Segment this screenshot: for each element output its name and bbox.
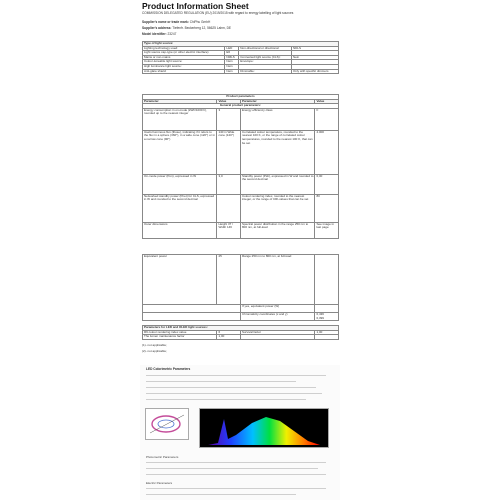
table-row: If yes, equivalent power (W) — [143, 305, 339, 313]
table-row: Light source cap-type (or other electric interface) E6 — [143, 51, 339, 56]
table-row: R9 colour rendering index value 6 Survival factor 1,00 — [143, 330, 339, 335]
lab-report-title: LED Colorimetric Parameters — [146, 367, 191, 371]
supplier-address: Supplier's address: Tiefenfr. Beckerberg 12, 56625 Lahm, DE — [142, 26, 232, 30]
table-row: Energy consumption in on-mode (kWh/1000 h), rounded up to the nearest integer 3 Energy efficiency class F — [143, 108, 339, 130]
table-row: Mains or non-mains NMLS Connected light source (CLS): Nein — [143, 55, 339, 60]
light-source-type-table — [142, 41, 339, 74]
table-row: The lumen maintenance factor 1,00 — [143, 335, 339, 340]
product-parameters-heading: Product parameters — [143, 95, 339, 100]
table-row: Equivalent power 25 Range 250 nm to 800 nm, at full-load — [143, 255, 339, 305]
led-parameters-table: Parameters for LED and OLED light sources: R9 colour rendering index value 6 Survival factor 1,00 The lumen maintenance factor 1,00 — [142, 325, 339, 340]
model-identifier: Model identifier: 23247 — [142, 32, 177, 36]
table-row: High luminance light source: Nein — [143, 64, 339, 69]
light-source-type-heading: Type of light source: — [143, 42, 339, 47]
footnote-1: (1)- not applicable; — [142, 343, 167, 347]
table-row: Anti-glare shield: Nein Dimmable: Only with specific dimmers — [143, 69, 339, 74]
table-row: Useful luminous flux (Φuse), indicating if it refers to the flux in a sphere (360°), in a wide cone (120°) or in a narrow cone (90°) 140 in Wide cone (120°) Correlated colour temperature, rounded to the nearest 100 K, or the range of correlated colour temperatures, rounded to the nearest 100 K, that can be set 4.000 — [143, 130, 339, 174]
footnote-2: (2)- not applicable; — [142, 349, 167, 353]
electric-title: Electric Parameters — [146, 481, 173, 485]
cie-diagram — [145, 408, 189, 440]
photometric-title: Photometric Parameters — [146, 455, 179, 459]
table-row: Networked standby power (Pnet) for CLS, expressed in W and rounded to the second decimal Colour rendering index, rounded to the nearest integer, or the range of CRI-values that can be set 80 — [143, 194, 339, 222]
table-row: On-mode power (Pon), expressed in W 3,0 Standby power (Psb), expressed in W and rounded to the second decimal 0,00 — [143, 174, 339, 194]
spectrum-graphic — [200, 409, 328, 447]
page-title: Product Information Sheet — [142, 1, 249, 11]
regulation-text: COMMISSION DELEGATED REGULATION (EU) 2019/2015 with regard to energy labelling of light sources — [142, 11, 294, 15]
table-row: Lighting technology used: LED Non-directional or directional: NDLS — [143, 46, 339, 51]
product-parameters-table: Product parameters Parameter Value Parameter Value General product parameters: Energy consumption in on-mode (kWh/1000 h), rounded up to the nearest integer 3 Energy efficiency class F Useful luminous flux (Φuse), indicating if it refers to the flux in a sphere (360°), in a wide cone (120°) or in a narrow cone (90°) 140 in Wide cone (120°) Correlated colour temperature, rounded to the nearest 100 K, or the range of correlated colour temperatures, rounded to the nearest 100 K, that can be set 4.000 On-mode power (Pon), expressed in W 3,0 Standby power (Psb), expressed in W and rounded to the second decimal 0,00 Networked standby power (Pnet) for CLS, expressed in W and rounded to the second decimal Colour rendering index, rounded to the nearest integer, or the range of CRI-values that can be set 80 Outer dimensions Height 37 / Width 146 Spectral power distribution in the range 250 nm to 800 nm, at full-load See image in last page — [142, 94, 339, 239]
table-row: Colour-tuneable light source: Nein Envelope: — [143, 60, 339, 65]
table-row: Chromaticity coordinates (x and y) 0,436 0,399 — [143, 313, 339, 321]
table-row: Outer dimensions Height 37 / Width 146 Spectral power distribution in the range 250 nm to 800 nm, at full-load See image in last page — [143, 222, 339, 238]
cie-diagram-graphic — [146, 409, 188, 439]
chromaticity-table — [142, 254, 339, 321]
spectrum-chart — [199, 408, 329, 448]
supplier-name: Supplier's name or trade mark: ChiPhu GmbH — [142, 20, 211, 24]
